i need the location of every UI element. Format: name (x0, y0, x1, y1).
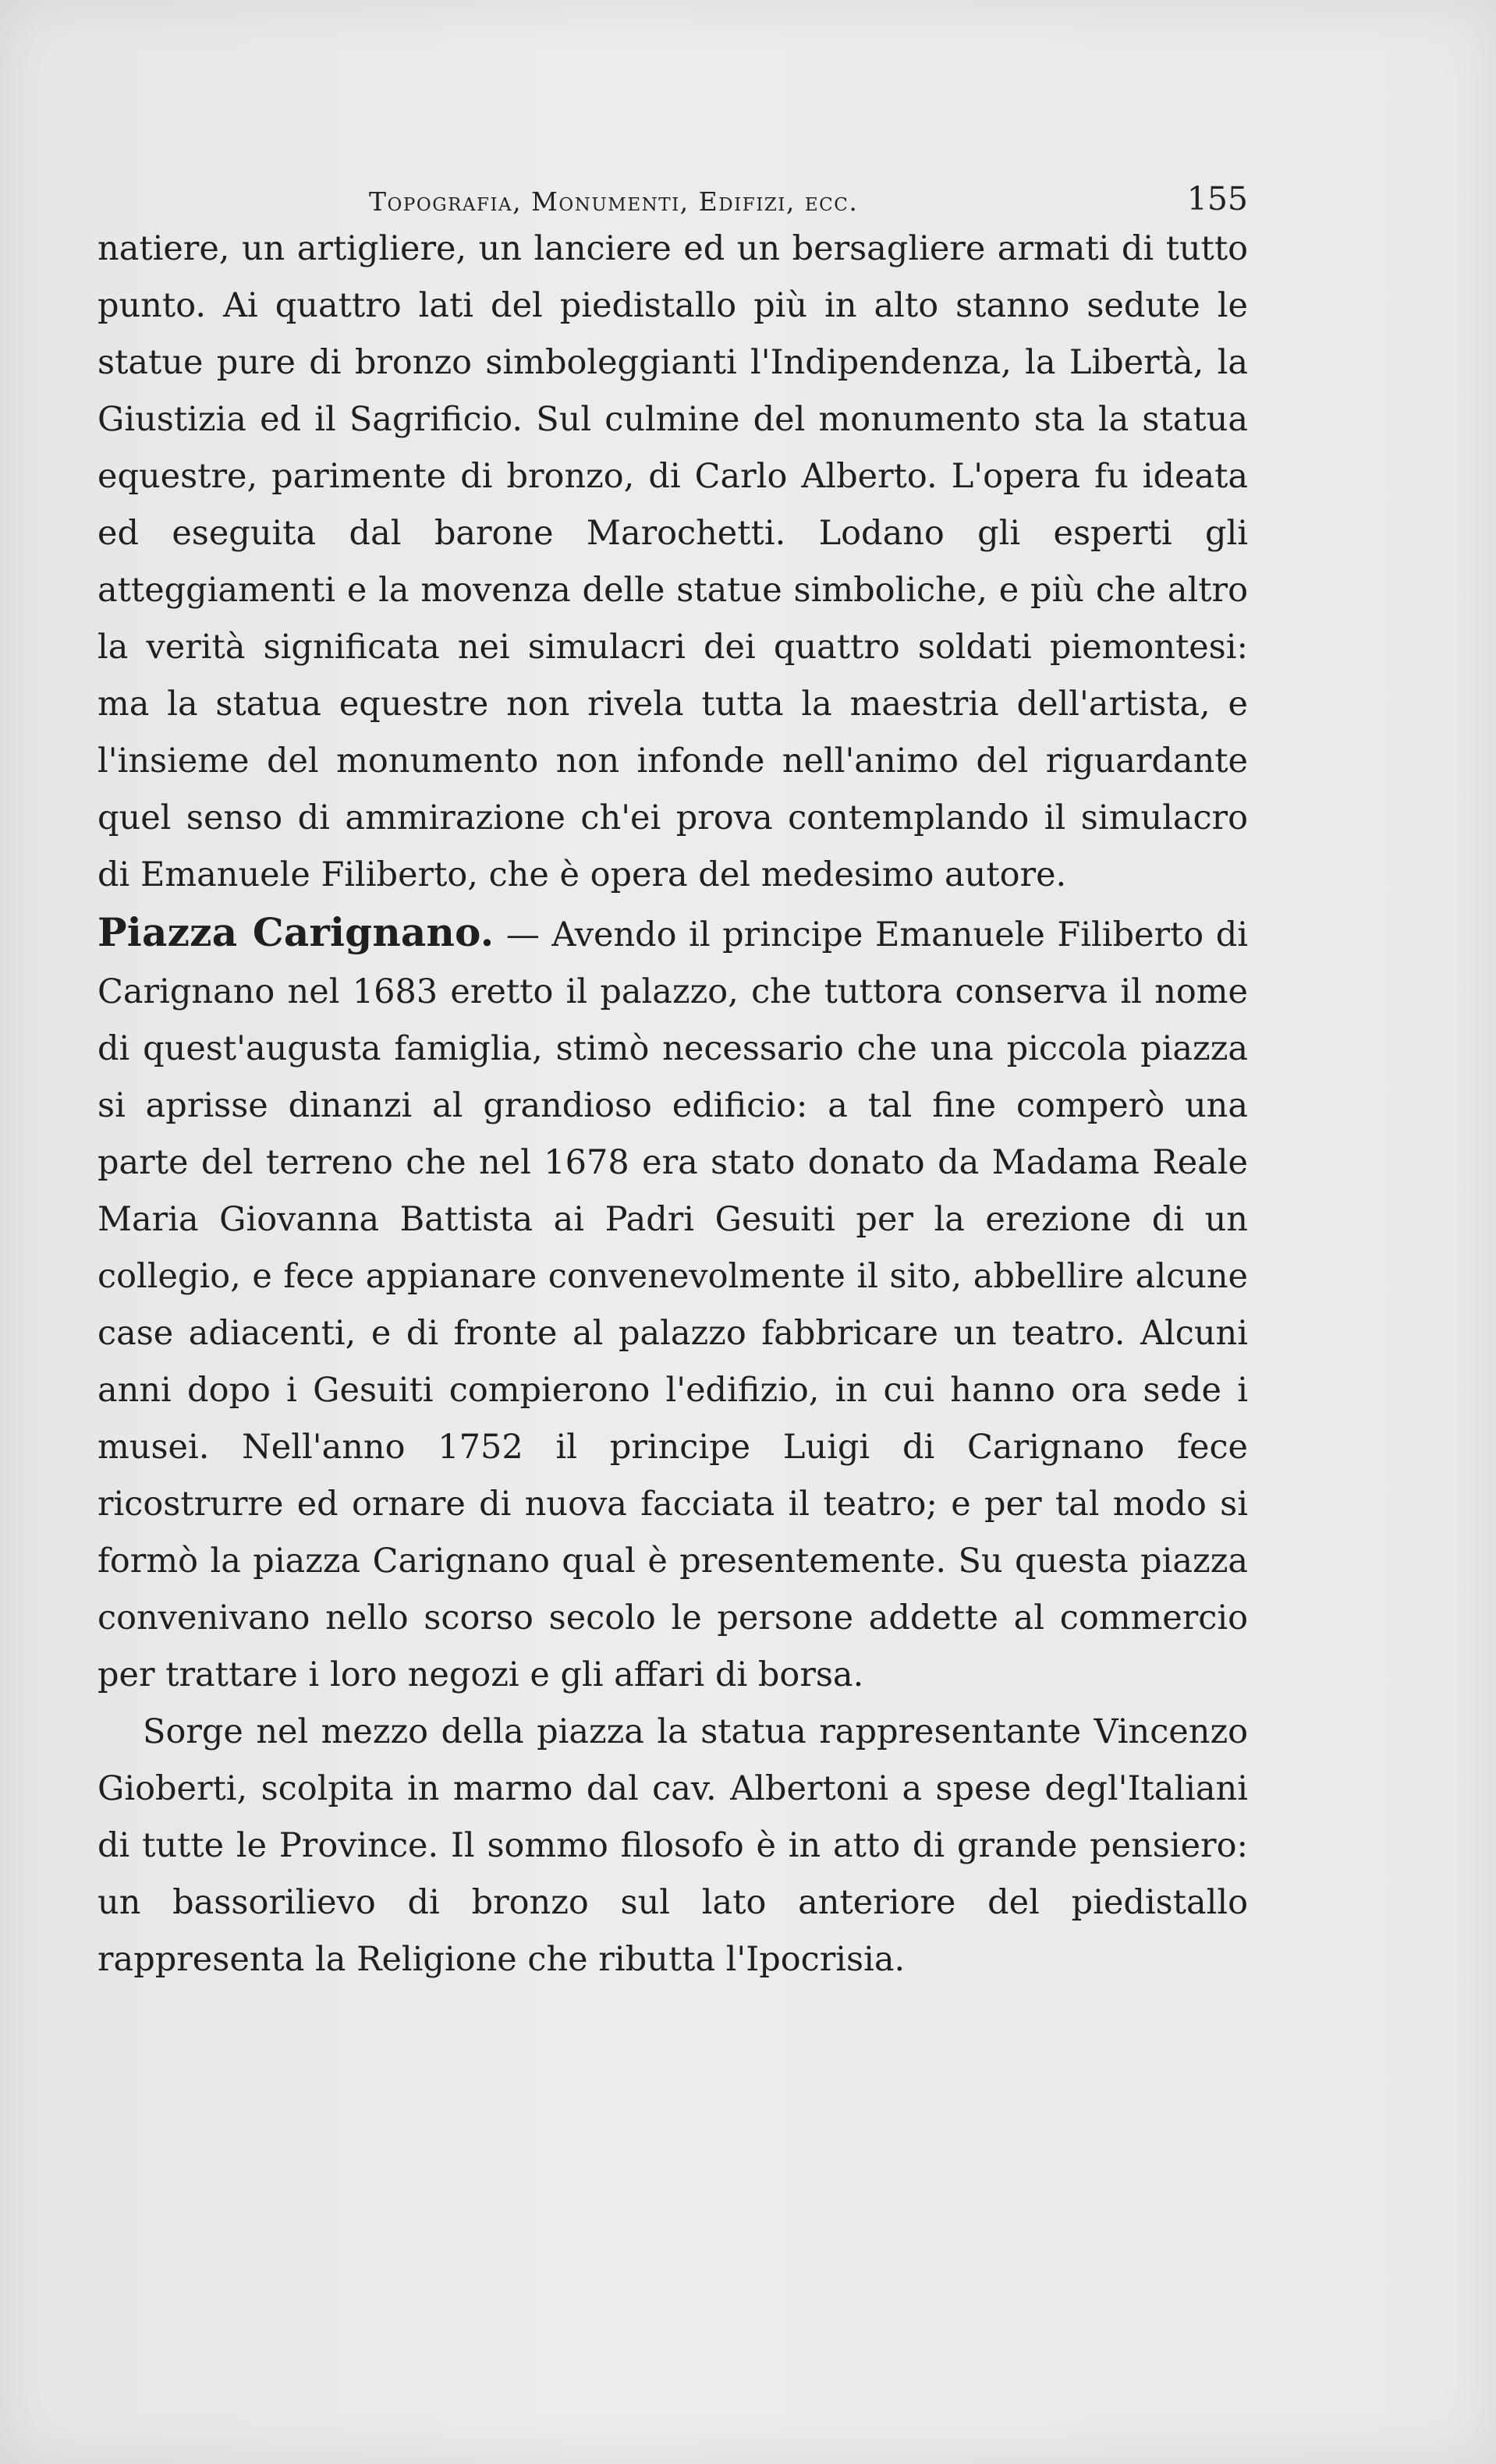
paragraph-piazza-carignano (97, 904, 1248, 1704)
page-number: 155 (1186, 180, 1248, 218)
running-title: Topografia, Monumenti, Edifizi, ecc. (369, 186, 859, 217)
running-header (97, 175, 1248, 222)
paragraph-piazza-text: Avendo il principe Emanuele Filiberto di Carignano nel 1683 eretto il palazzo, che tuttora conserva il nome di quest'augusta famiglia, stimò necessario che una piccola piazza si aprisse dinanzi al grandioso edificio: a tal fine comperò una parte del terreno che nel 1678 era stato donato da Madama Reale Maria Giovanna Battista ai Padri Gesuiti per la erezione di un collegio, e fece appianare convenevolmente il sito, abbellire alcune case adiacenti, e di fronte al palazzo fabbricare un teatro. Alcuni anni dopo i Gesuiti compierono l'edifizio, in cui hanno ora sede i musei. Nell'anno 1752 il principe Luigi di Carignano fece ricostrurre ed ornare di nuova facciata il teatro; e per tal modo si formò la piazza Carignano qual è presentemente. Su questa piazza convenivano nello scorso secolo le persone addette al commercio per trattare i loro negozi e gli affari di borsa. (97, 915, 1248, 1694)
heading-dash: — (494, 915, 552, 954)
paragraph-gioberti-statue: Sorge nel mezzo della piazza la statua rappresentante Vincenzo Gioberti, scolpita in marmo dal cav. Albertoni a spese degl'Italiani di tutte le Province. Il sommo filosofo è in atto di grande pensiero: un bassorilievo di bronzo sul lato anteriore del piedistallo rappresenta la Religione che ributta l'Ipocrisia. (97, 1712, 1248, 1979)
page-body (97, 221, 1248, 1988)
paragraph-monument-description: natiere, un artigliere, un lanciere ed un bersagliere armati di tutto punto. Ai quattro lati del piedistallo più in alto stanno sedute le statue pure di bronzo simboleggianti l'Indipendenza, la Libertà, la Giustizia ed il Sagrificio. Sul culmine del monumento sta la statua equestre, parimente di bronzo, di Carlo Alberto. L'opera fu ideata ed eseguita dal barone Marochetti. Lodano gli esperti gli atteggiamenti e la movenza delle statue simboliche, e più che altro la verità significata nei simulacri dei quattro soldati piemontesi: ma la statua equestre non rivela tutta la maestria dell'artista, e l'insieme del monumento non infonde nell'animo del riguardante quel senso di ammirazione ch'ei prova contemplando il simulacro di Emanuele Filiberto, che è opera del medesimo autore. (97, 229, 1248, 894)
section-heading: Piazza Carignano. (97, 909, 495, 955)
